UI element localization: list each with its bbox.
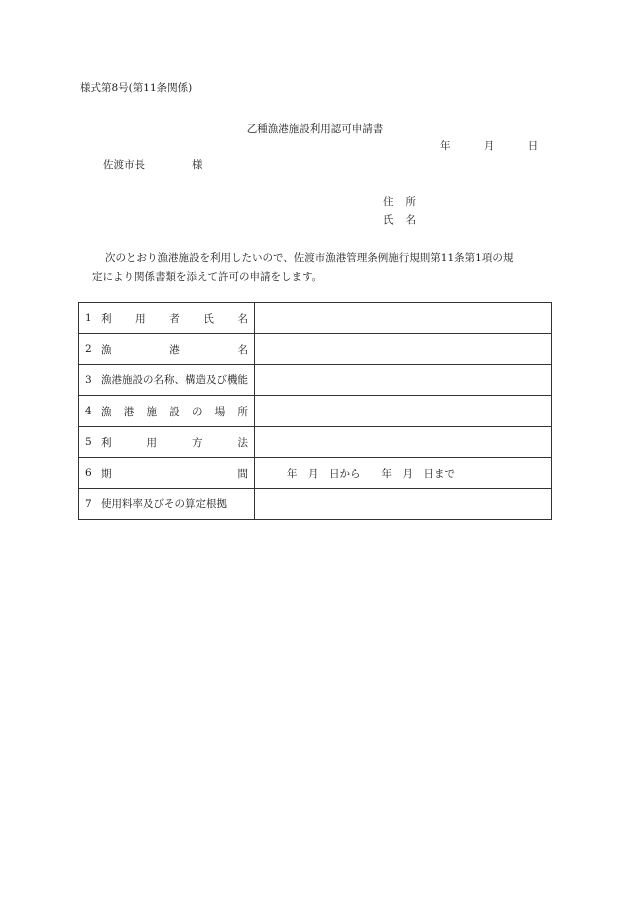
table-row [79,365,552,396]
row-label: 使用料率及びその算定根拠 [101,497,227,510]
row-label: 漁 港 名 [101,343,248,356]
table-row [79,458,552,489]
period-value: 年 月 日から 年 月 日まで [287,467,455,480]
date-year: 年 [440,140,451,152]
row-number: 4 [85,405,92,417]
form-number: 様式第8号(第11条関係) [80,82,193,94]
date-line [440,138,538,153]
table-row [79,427,552,458]
row-value-cell[interactable] [255,334,552,365]
row-label: 利 用 方 法 [101,436,248,449]
document-title: 乙種漁港施設利用認可申請書 [246,123,384,135]
date-day: 日 [527,140,539,152]
row-label-cell [79,427,255,458]
row-value-cell[interactable] [255,427,552,458]
addressee [103,157,203,172]
row-value-cell[interactable] [255,458,552,489]
row-label-cell [79,365,255,396]
row-label: 利 用 者 氏 名 [101,312,248,325]
row-value-cell[interactable] [255,489,552,520]
row-number: 1 [85,312,92,324]
application-table [78,302,552,520]
application-statement [92,249,562,287]
row-value-cell[interactable] [255,303,552,334]
row-label-cell [79,396,255,427]
row-label: 漁 港 施 設 の 場 所 [101,405,248,418]
row-label-cell [79,489,255,520]
row-number: 2 [85,343,92,355]
statement-line-1: 次のとおり漁港施設を利用したいので、佐渡市漁港管理条例施行規則第11条第1項の規 [105,252,514,264]
statement-line-2: 定により関係書類を添えて許可の申請をします。 [92,271,323,283]
name-label: 氏名 [383,214,428,226]
table-row [79,489,552,520]
date-month: 月 [483,140,495,152]
row-label: 期 間 [101,467,248,480]
addressee-name: 佐渡市長 [103,159,145,171]
row-label-cell [79,303,255,334]
table-row [79,396,552,427]
addressee-honorific: 様 [192,159,203,171]
applicant-block [383,193,428,229]
row-number: 5 [85,436,92,448]
row-label: 漁港施設の名称、構造及び機能 [101,373,248,386]
row-label-cell [79,334,255,365]
row-number: 6 [85,467,92,479]
row-value-cell[interactable] [255,396,552,427]
row-number: 7 [85,498,92,510]
row-label-cell [79,458,255,489]
row-number: 3 [85,374,92,386]
table-row [79,303,552,334]
address-label: 住所 [383,196,428,208]
table-row [79,334,552,365]
row-value-cell[interactable] [255,365,552,396]
